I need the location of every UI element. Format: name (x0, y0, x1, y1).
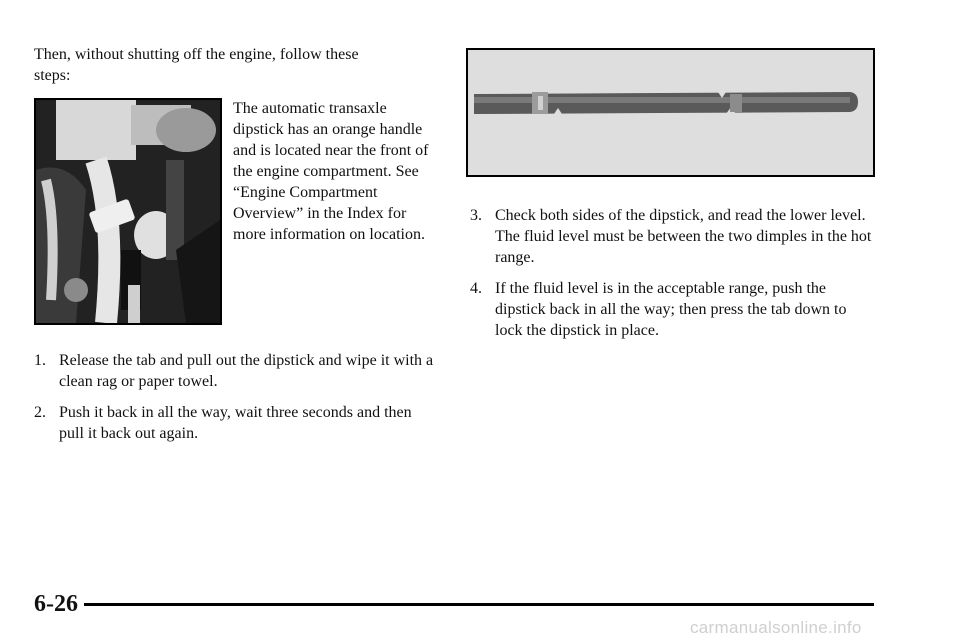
footer-rule (84, 603, 874, 606)
step-number: 2. (34, 404, 46, 421)
step-number: 3. (470, 207, 482, 224)
step-text: If the fluid level is in the acceptable range, push the dipstick back in all the way; then press the tab down to lock the dipstick in place. (495, 280, 847, 339)
steps-list-right (470, 205, 875, 351)
list-item (34, 402, 434, 444)
watermark-text: carmanualsonline.info (690, 618, 862, 637)
step-text: Release the tab and pull out the dipstick and wipe it with a clean rag or paper towel. (59, 352, 434, 390)
step-number: 4. (470, 280, 482, 297)
engine-photo-illustration (36, 100, 220, 323)
steps-list-left (34, 350, 434, 454)
step-text: Push it back in all the way, wait three seconds and then pull it back out again. (59, 404, 412, 442)
intro-text: Then, without shutting off the engine, follow these steps: (34, 46, 359, 84)
step-text: Check both sides of the dipstick, and read the lower level. The fluid level must be between the two dimples in the hot range. (495, 207, 872, 266)
list-item (470, 278, 875, 341)
engine-compartment-photo (34, 98, 222, 325)
list-item (34, 350, 434, 392)
dipstick-photo (466, 48, 875, 177)
list-item (470, 205, 875, 268)
photo-caption: The automatic transaxle dipstick has an orange handle and is located near the front of the engine compartment. See “Engine Compartment Overview” in the Index for more information on location. (233, 100, 429, 243)
step-number: 1. (34, 352, 46, 369)
dipstick-illustration (468, 50, 873, 175)
page-number: 6-26 (34, 591, 78, 617)
